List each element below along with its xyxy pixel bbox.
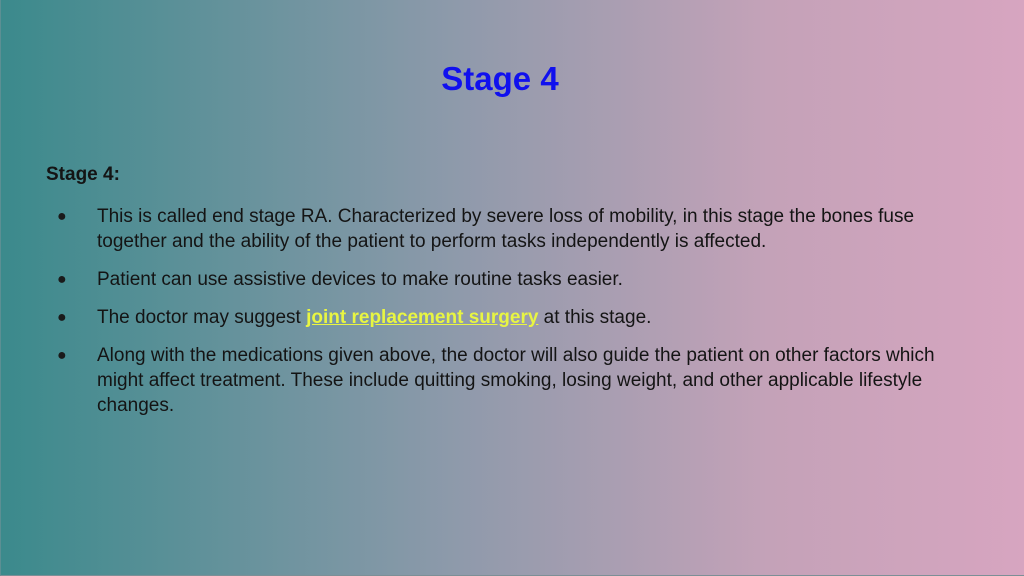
bullet-text: This is called end stage RA. Characterized by severe loss of mobility, in this stage the bones fuse together and the ability of the patient to perform tasks independently is affected. xyxy=(97,206,915,252)
joint-replacement-surgery-link[interactable]: joint replacement surgery xyxy=(306,307,539,328)
bullet-item xyxy=(46,204,976,254)
bullet-dot-icon: ● xyxy=(57,347,67,364)
bullet-item xyxy=(46,305,976,330)
bullet-dot-icon: ● xyxy=(57,309,67,326)
bullet-item xyxy=(46,343,976,418)
bullet-text-after-link: at this stage. xyxy=(538,307,652,328)
bullet-text: Patient can use assistive devices to make routine tasks easier. xyxy=(97,269,623,290)
bullet-list xyxy=(46,204,976,431)
slide-title: Stage 4 xyxy=(441,60,559,97)
bullet-dot-icon: ● xyxy=(57,271,67,288)
section-heading: Stage 4: xyxy=(46,164,120,185)
bullet-dot-icon: ● xyxy=(57,208,67,225)
bullet-text-before-link: The doctor may suggest xyxy=(97,307,307,328)
bullet-text: Along with the medications given above, the doctor will also guide the patient on other factors which might affect treatment. These include quitting smoking, losing weight, and other applicable lifestyle changes. xyxy=(97,345,935,416)
bullet-item xyxy=(46,267,976,292)
